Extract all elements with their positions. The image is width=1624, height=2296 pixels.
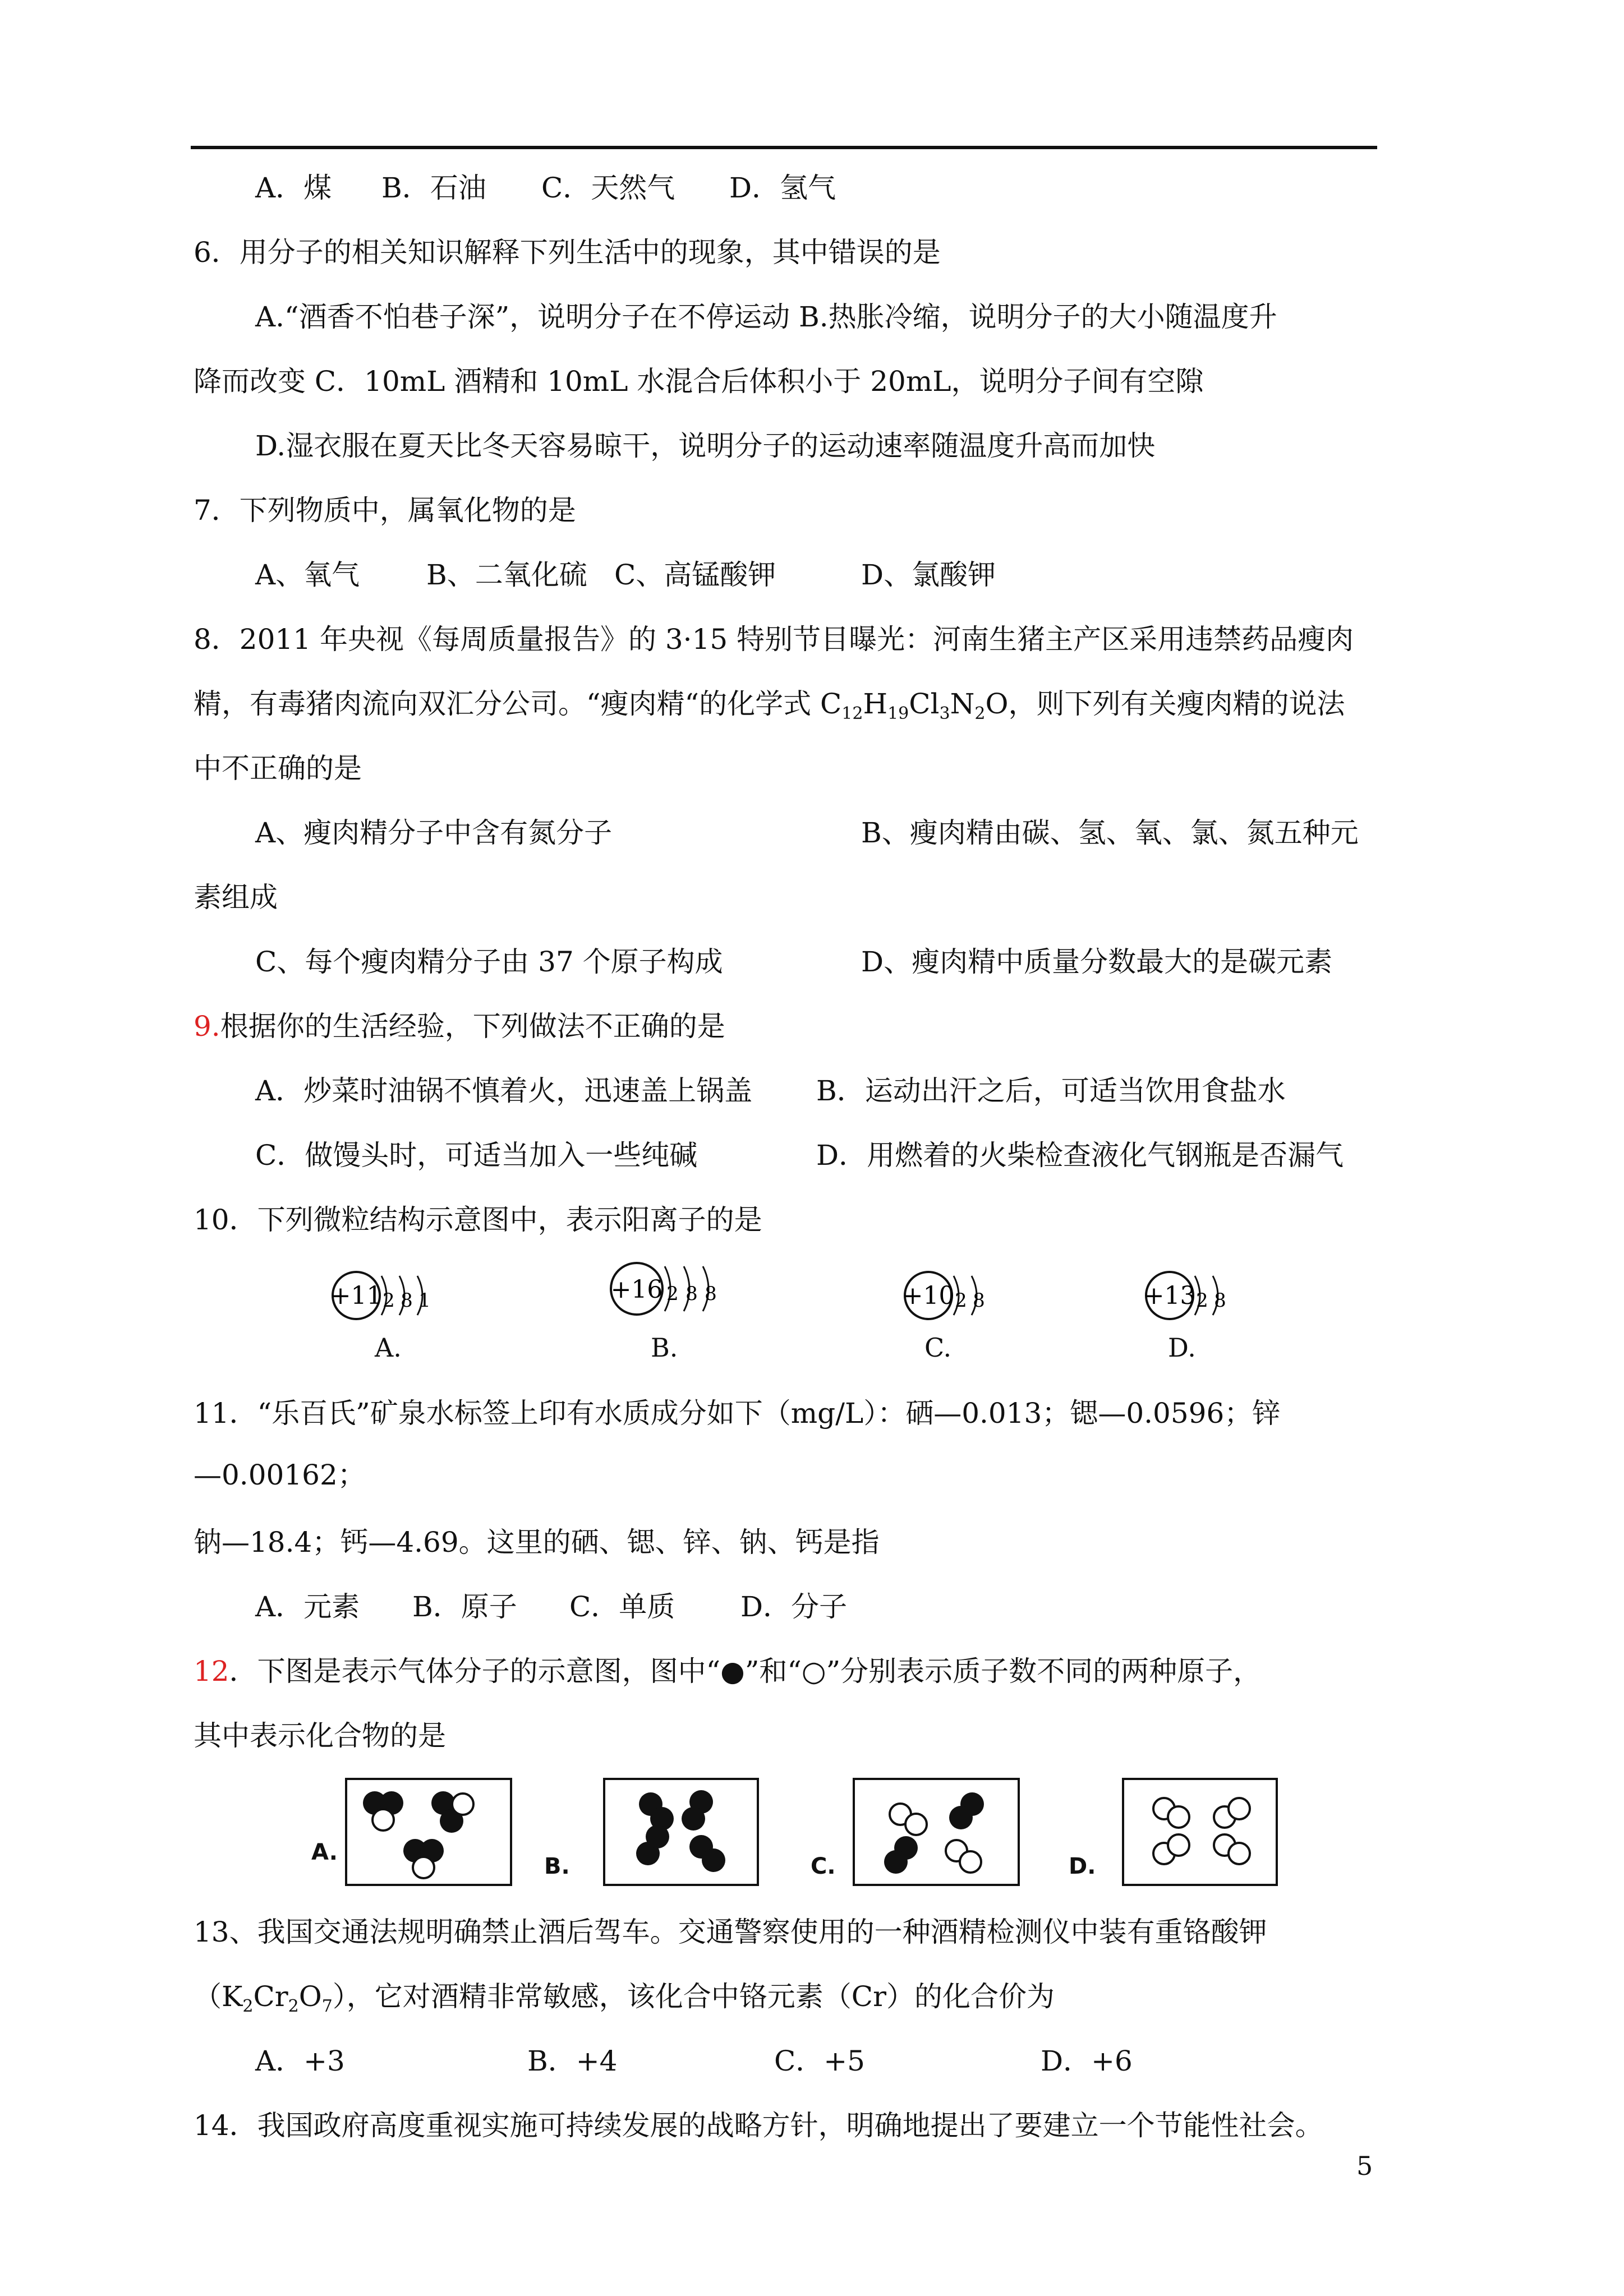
q8-line-2: 精，有毒猪肉流向双汇分公司。“瘦肉精“的化学式 $C_{12}H_{19}Cl_3N_2O$，则下列有关瘦肉精的说法 — [194, 688, 1345, 723]
atom-d-shell-1: 2 — [1196, 1289, 1208, 1312]
q13-line-1: 13、我国交通法规明确禁止酒后驾车。交通警察使用的一种酒精检测仪中装有重铬酸钾 — [194, 1916, 1267, 1948]
molecule-box-a — [345, 1778, 512, 1886]
molecule-box-d — [1122, 1778, 1278, 1886]
atom-b-nucleus: +16 — [610, 1275, 663, 1304]
atom-hollow — [1167, 1805, 1190, 1829]
atom-b-shell-2: 8 — [686, 1283, 698, 1305]
atom-a-nucleus: +11 — [330, 1281, 383, 1310]
q8-option-a: A、瘦肉精分子中含有氮分子 — [255, 817, 613, 849]
q8-option-b-continued: 素组成 — [194, 881, 278, 914]
q13-option-b: B．+4 — [527, 2045, 618, 2077]
atom-a-label: A. — [375, 1333, 402, 1363]
atom-hollow — [1227, 1797, 1251, 1820]
atom-d-shell-2: 8 — [1214, 1289, 1226, 1312]
q14-line-1: 14．我国政府高度重视实施可持续发展的战略方针，明确地提出了要建立一个节能性社会。 — [194, 2109, 1323, 2142]
q7-option-d: D、氯酸钾 — [861, 559, 996, 591]
q13-option-d: D．+6 — [1041, 2045, 1133, 2077]
q8-option-c: C、每个瘦肉精分子由 37 个原子构成 — [255, 946, 723, 978]
atom-diagram-b — [609, 1256, 726, 1326]
atom-diagram-c — [903, 1265, 999, 1329]
atom-a-shell-3: 1 — [418, 1289, 431, 1312]
atom-hollow — [959, 1850, 982, 1874]
q9-stem: 9.根据你的生活经验，下列做法不正确的是 — [194, 1010, 725, 1043]
q6-line-3: D.湿衣服在夏天比冬天容易晾干，说明分子的运动速率随温度升高而加快 — [255, 430, 1156, 462]
atom-diagram-a — [331, 1265, 438, 1329]
q7-option-a: A、氧气 — [255, 559, 360, 591]
atom-filled — [702, 1848, 725, 1872]
atom-filled — [949, 1806, 973, 1829]
atom-c-nucleus: +10 — [902, 1281, 955, 1310]
q8-line-3: 中不正确的是 — [194, 752, 362, 785]
q13-option-c: C．+5 — [774, 2045, 865, 2077]
atom-hollow — [1167, 1833, 1190, 1857]
q6-stem: 6．用分子的相关知识解释下列生活中的现象，其中错误的是 — [194, 236, 941, 269]
atom-diagram-d — [1144, 1265, 1240, 1329]
q11-option-c: C．单质 — [569, 1590, 675, 1623]
q11-line-3: 钠—18.4；钙—4.69。这里的硒、锶、锌、钠、钙是指 — [194, 1526, 880, 1559]
atom-b-shell-3: 8 — [705, 1283, 717, 1305]
atom-b-shell-1: 2 — [666, 1283, 679, 1305]
molecule-box-d-label: D. — [1069, 1854, 1096, 1879]
q7-stem: 7．下列物质中，属氧化物的是 — [194, 494, 576, 527]
atom-c-label: C. — [924, 1333, 952, 1363]
atom-hollow — [904, 1813, 928, 1836]
q11-option-a: A．元素 — [255, 1590, 360, 1623]
header-rule — [191, 146, 1377, 149]
atom-c-shell-1: 2 — [955, 1289, 967, 1312]
atom-a-shell-2: 8 — [401, 1289, 413, 1312]
atom-hollow — [371, 1808, 395, 1832]
atom-c-shell-2: 8 — [973, 1289, 985, 1312]
atom-b-label: B. — [651, 1333, 678, 1363]
molecule-box-c-label: C. — [811, 1854, 836, 1879]
molecule-box-b — [603, 1778, 759, 1886]
q11-line-1: 11．“乐百氏”矿泉水标签上印有水质成分如下（mg/L）：硒—0.013；锶—0.0596；锌 — [194, 1397, 1281, 1430]
q5-option-a: A．煤 — [255, 172, 332, 204]
q9-option-c: C．做馒头时，可适当加入一些纯碱 — [255, 1139, 698, 1172]
atom-hollow — [1227, 1842, 1251, 1865]
q9-option-a: A．炒菜时油锅不慎着火，迅速盖上锅盖 — [255, 1075, 753, 1107]
q8-line-1: 8．2011 年央视《每周质量报告》的 3·15 特别节目曝光：河南生猪主产区采用违禁药品瘦肉 — [194, 623, 1354, 656]
molecule-box-c — [853, 1778, 1020, 1886]
q12-stem: 12．下图是表示气体分子的示意图，图中“●”和“○”分别表示质子数不同的两种原子， — [194, 1655, 1262, 1688]
q5-option-d: D．氢气 — [729, 172, 836, 204]
q10-stem: 10．下列微粒结构示意图中，表示阳离子的是 — [194, 1204, 762, 1236]
atom-filled — [682, 1807, 705, 1831]
q12-line-2: 其中表示化合物的是 — [194, 1719, 446, 1752]
q13-option-a: A．+3 — [255, 2045, 345, 2077]
molecule-box-a-label: A. — [311, 1839, 338, 1865]
q11-option-b: B．原子 — [412, 1590, 517, 1623]
atom-hollow — [412, 1856, 435, 1879]
q8-option-d: D、瘦肉精中质量分数最大的是碳元素 — [861, 946, 1333, 978]
atom-a-shell-1: 2 — [383, 1289, 395, 1312]
atom-d-label: D. — [1168, 1333, 1196, 1363]
q7-option-b: B、二氧化硫 — [426, 559, 587, 591]
q7-option-c: C、高锰酸钾 — [614, 559, 776, 591]
q9-option-d: D．用燃着的火柴检查液化气钢瓶是否漏气 — [816, 1139, 1344, 1172]
atom-filled — [646, 1825, 669, 1848]
q11-option-d: D．分子 — [740, 1590, 848, 1623]
q8-option-b: B、瘦肉精由碳、氢、氧、氯、氮五种元 — [861, 817, 1359, 849]
q9-option-b: B．运动出汗之后，可适当饮用食盐水 — [816, 1075, 1286, 1107]
page-number: 5 — [1356, 2151, 1373, 2181]
molecule-box-b-label: B. — [544, 1854, 570, 1879]
atom-filled — [884, 1850, 908, 1874]
q5-option-b: B．石油 — [381, 172, 486, 204]
atom-hollow — [451, 1792, 475, 1816]
atom-d-nucleus: +13 — [1143, 1281, 1196, 1310]
q6-line-1: A.“酒香不怕巷子深”，说明分子在不停运动 B.热胀冷缩，说明分子的大小随温度升 — [255, 301, 1277, 333]
q11-line-2: —0.00162； — [194, 1459, 366, 1491]
q6-line-2: 降而改变 C．10mL 酒精和 10mL 水混合后体积小于 20mL，说明分子间有空隙 — [194, 365, 1204, 398]
q5-option-c: C．天然气 — [541, 172, 675, 204]
q13-line-2: $(K_2Cr_2O_7)$，它对酒精非常敏感，该化合中铬元素（Cr）的化合价为 — [194, 1980, 1055, 2016]
